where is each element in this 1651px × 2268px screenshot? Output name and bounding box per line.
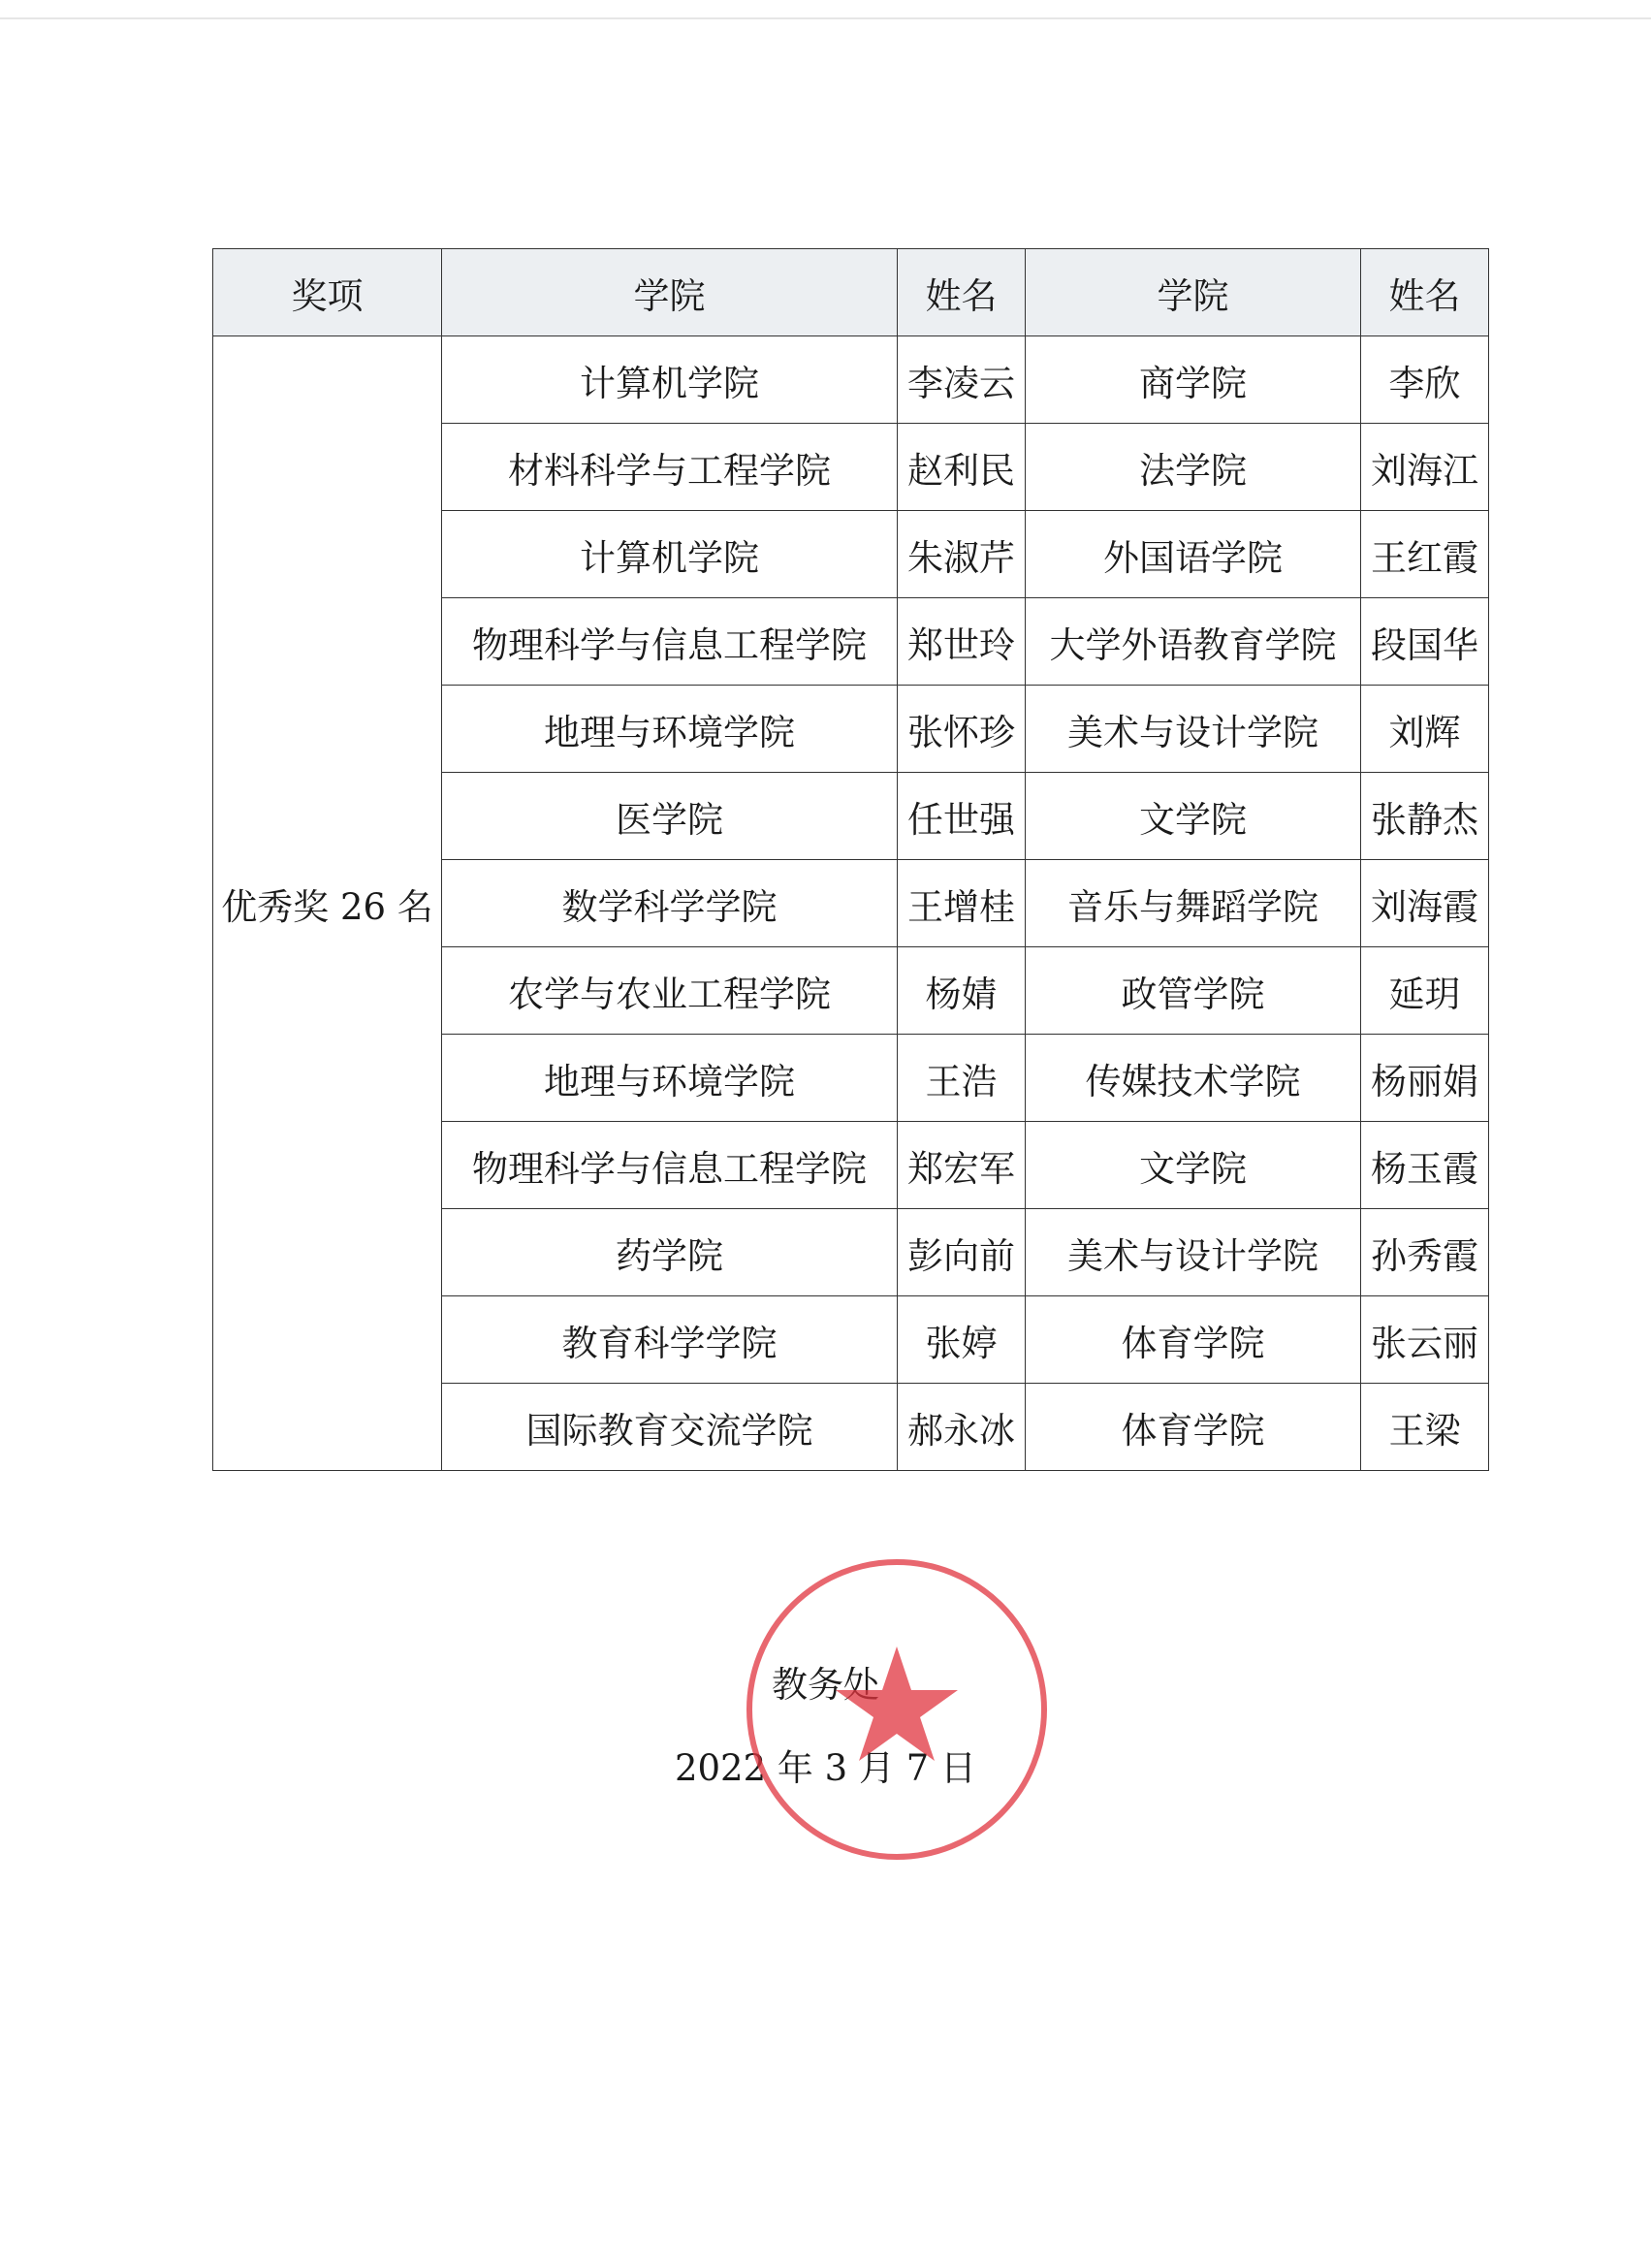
college-cell-right: 传媒技术学院 [1026, 1035, 1361, 1122]
name-cell-right: 杨玉霞 [1361, 1122, 1489, 1209]
college-cell-left: 药学院 [442, 1209, 898, 1296]
table-header-row [213, 249, 1489, 336]
college-cell-left: 材料科学与工程学院 [442, 424, 898, 511]
name-cell-right: 延玥 [1361, 947, 1489, 1035]
official-seal [737, 1549, 1057, 1869]
college-cell-right: 法学院 [1026, 424, 1361, 511]
name-cell-left: 张怀珍 [898, 686, 1026, 773]
college-cell-left: 农学与农业工程学院 [442, 947, 898, 1035]
header-award: 奖项 [213, 249, 442, 336]
college-cell-left: 数学科学学院 [442, 860, 898, 947]
college-cell-right: 商学院 [1026, 336, 1361, 424]
college-cell-right: 大学外语教育学院 [1026, 598, 1361, 686]
name-cell-left: 张婷 [898, 1296, 1026, 1384]
college-cell-left: 物理科学与信息工程学院 [442, 598, 898, 686]
header-name-1: 姓名 [898, 249, 1026, 336]
issue-date: 2022 年 3 月 7 日 [674, 1747, 977, 1789]
name-cell-right: 张静杰 [1361, 773, 1489, 860]
name-cell-left: 朱淑芹 [898, 511, 1026, 598]
name-cell-left: 王增桂 [898, 860, 1026, 947]
header-name-2: 姓名 [1361, 249, 1489, 336]
college-cell-left: 国际教育交流学院 [442, 1384, 898, 1471]
name-cell-right: 李欣 [1361, 336, 1489, 424]
name-cell-right: 王红霞 [1361, 511, 1489, 598]
seal-star-icon [836, 1646, 958, 1761]
college-cell-right: 外国语学院 [1026, 511, 1361, 598]
college-cell-left: 计算机学院 [442, 336, 898, 424]
name-cell-left: 赵利民 [898, 424, 1026, 511]
header-college-2: 学院 [1026, 249, 1361, 336]
name-cell-left: 郑世玲 [898, 598, 1026, 686]
header-college-1: 学院 [442, 249, 898, 336]
college-cell-right: 文学院 [1026, 773, 1361, 860]
page-top-edge [0, 17, 1651, 19]
name-cell-right: 刘辉 [1361, 686, 1489, 773]
college-cell-right: 体育学院 [1026, 1296, 1361, 1384]
name-cell-left: 郑宏军 [898, 1122, 1026, 1209]
college-cell-right: 美术与设计学院 [1026, 1209, 1361, 1296]
name-cell-right: 杨丽娟 [1361, 1035, 1489, 1122]
college-cell-left: 物理科学与信息工程学院 [442, 1122, 898, 1209]
name-cell-right: 刘海霞 [1361, 860, 1489, 947]
award-table [212, 248, 1489, 1471]
college-cell-right: 美术与设计学院 [1026, 686, 1361, 773]
table-row [213, 336, 1489, 424]
name-cell-right: 张云丽 [1361, 1296, 1489, 1384]
college-cell-left: 教育科学学院 [442, 1296, 898, 1384]
college-cell-left: 医学院 [442, 773, 898, 860]
name-cell-right: 王梁 [1361, 1384, 1489, 1471]
award-category-cell: 优秀奖 26 名 [213, 336, 442, 1471]
college-cell-right: 音乐与舞蹈学院 [1026, 860, 1361, 947]
award-table-body [213, 336, 1489, 1471]
name-cell-left: 郝永冰 [898, 1384, 1026, 1471]
college-cell-left: 计算机学院 [442, 511, 898, 598]
name-cell-right: 孙秀霞 [1361, 1209, 1489, 1296]
college-cell-right: 政管学院 [1026, 947, 1361, 1035]
college-cell-right: 文学院 [1026, 1122, 1361, 1209]
name-cell-right: 段国华 [1361, 598, 1489, 686]
issuing-office: 教务处 [772, 1664, 879, 1706]
name-cell-left: 杨婧 [898, 947, 1026, 1035]
name-cell-left: 任世强 [898, 773, 1026, 860]
college-cell-left: 地理与环境学院 [442, 686, 898, 773]
name-cell-right: 刘海江 [1361, 424, 1489, 511]
college-cell-left: 地理与环境学院 [442, 1035, 898, 1122]
college-cell-right: 体育学院 [1026, 1384, 1361, 1471]
name-cell-left: 王浩 [898, 1035, 1026, 1122]
name-cell-left: 李凌云 [898, 336, 1026, 424]
name-cell-left: 彭向前 [898, 1209, 1026, 1296]
